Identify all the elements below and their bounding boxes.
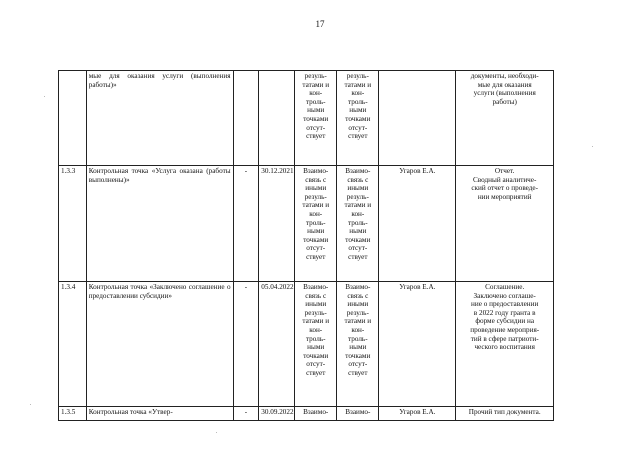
relation-results: Взаимо- [303, 408, 329, 416]
row-number: 1.3.4 [61, 283, 76, 291]
document-type: Прочий тип документа. [468, 408, 541, 416]
document-type: Отчет. Сводный аналитиче- ский отчет о проведе- нии мероприятий [471, 167, 539, 201]
responsible-person: Угаров Е.А. [399, 283, 436, 291]
scan-noise [44, 96, 45, 97]
document-type: документы, необходи- мые для оказания услуги (выполнения работы) [470, 72, 539, 106]
control-point-name: Контрольная точка «Услуга оказана (работы выполнены)» [88, 167, 231, 184]
relation-control-points: Взаимо- связь с иными резуль- татами и кон- троль- ными точками отсут- ствует [344, 283, 372, 377]
end-date-cell [259, 282, 295, 407]
scan-noise [30, 404, 31, 405]
end-date: 05.04.2022 [261, 283, 294, 291]
relation-results: резуль- татами и кон- троль- ными точками отсут- ствует [302, 72, 330, 141]
row-number-cell [59, 282, 87, 407]
responsible-person: Угаров Е.А. [399, 167, 436, 175]
start-date: - [244, 167, 248, 175]
control-point-name-cell [86, 407, 233, 421]
end-date-cell [259, 71, 295, 166]
row-number-cell [59, 166, 87, 282]
control-points-table [58, 70, 554, 421]
relation-control-points-cell [337, 407, 379, 421]
control-point-name: мые для оказания услуги (выполнения работы)» [88, 72, 231, 89]
relation-control-points: Взаимо- [345, 408, 371, 416]
responsible-person-cell [379, 71, 456, 166]
row-number-cell [59, 71, 87, 166]
table-row [59, 71, 554, 166]
start-date-cell [233, 71, 259, 166]
control-point-name-cell [86, 282, 233, 407]
start-date-cell [233, 166, 259, 282]
table-row [59, 407, 554, 421]
relation-control-points: резуль- татами и кон- троль- ными точками отсут- ствует [344, 72, 372, 141]
scan-noise [216, 432, 217, 433]
relation-results: Взаимо- связь с иными резуль- татами и кон- троль- ными точками отсут- ствует [302, 167, 330, 261]
responsible-person-cell [379, 282, 456, 407]
document-type-cell [456, 282, 554, 407]
control-point-name: Контрольная точка «Утвер- [88, 408, 173, 416]
table-row [59, 282, 554, 407]
relation-control-points: Взаимо- связь с иными резуль- татами и кон- троль- ными точками отсут- ствует [344, 167, 372, 261]
end-date: 30.12.2021 [261, 167, 294, 175]
start-date: - [244, 408, 248, 416]
scan-noise [592, 146, 593, 147]
relation-control-points-cell [337, 71, 379, 166]
responsible-person: Угаров Е.А. [399, 408, 436, 416]
document-type-cell [456, 407, 554, 421]
table-row [59, 166, 554, 282]
responsible-person-cell [379, 166, 456, 282]
start-date-cell [233, 282, 259, 407]
row-number-cell [59, 407, 87, 421]
relation-control-points-cell [337, 166, 379, 282]
start-date: - [244, 283, 248, 291]
relation-results-cell [295, 282, 337, 407]
relation-results-cell [295, 407, 337, 421]
document-type-cell [456, 166, 554, 282]
end-date-cell [259, 166, 295, 282]
start-date-cell [233, 407, 259, 421]
row-number: 1.3.3 [61, 167, 76, 175]
responsible-person-cell [379, 407, 456, 421]
relation-results: Взаимо- связь с иными резуль- татами и кон- троль- ными точками отсут- ствует [302, 283, 330, 377]
row-number: 1.3.5 [61, 408, 76, 416]
relation-control-points-cell [337, 282, 379, 407]
end-date-cell [259, 407, 295, 421]
relation-results-cell [295, 71, 337, 166]
relation-results-cell [295, 166, 337, 282]
control-point-name-cell [86, 166, 233, 282]
control-point-name: Контрольная точка «Заключено соглашение о предоставлении субсидии» [88, 283, 231, 300]
control-point-name-cell [86, 71, 233, 166]
document-type-cell [456, 71, 554, 166]
page-number: 17 [315, 19, 325, 29]
document-type: Соглашение. Заключено соглаше- ние о предоставлении в 2022 году гранта в форме субсидии на проведение мероприя- тий в сфере патриоти- ческого воспитания [470, 283, 540, 352]
end-date: 30.09.2022 [261, 408, 294, 416]
